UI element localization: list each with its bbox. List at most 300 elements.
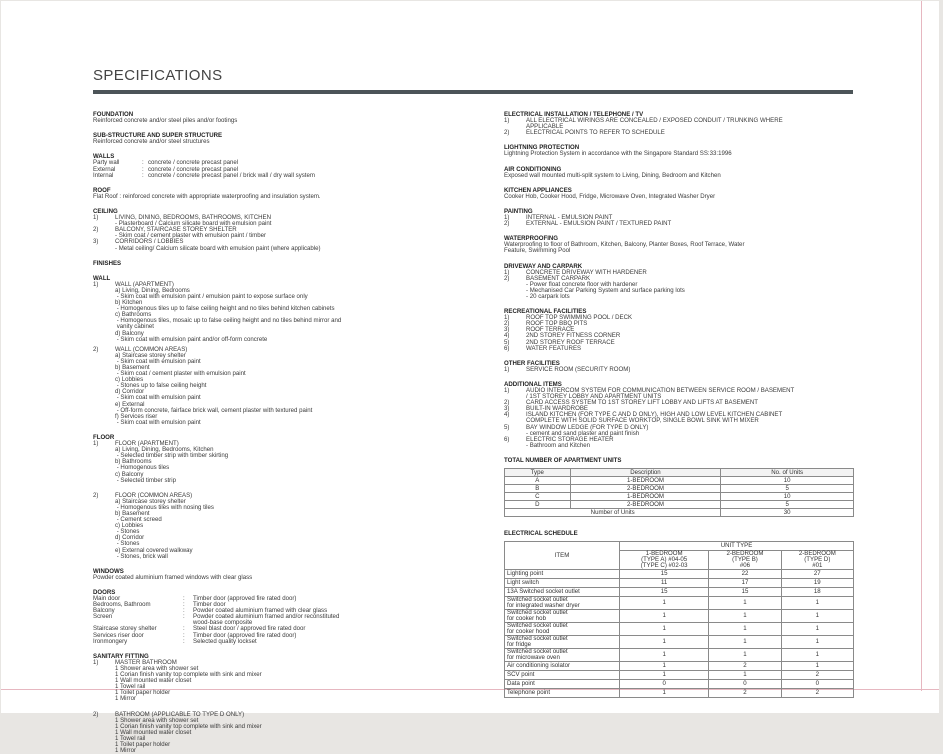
units-header-cell: Description (570, 469, 721, 477)
item-text: 2ND STOREY FITNESS CORNER (526, 332, 620, 339)
electrical-heading: ELECTRICAL INSTALLATION / TELEPHONE / TV (504, 112, 854, 118)
item-text: - Homogenous tiles with nosing tiles (115, 504, 214, 511)
item-number: 1) (504, 388, 526, 394)
substructure-heading: SUB-STRUCTURE AND SUPER STRUCTURE (93, 133, 483, 139)
spec-colon: : (183, 596, 193, 602)
schedule-item-line: Switched socket outlet (507, 623, 617, 629)
schedule-value-cell: 2 (709, 689, 781, 698)
schedule-value-cell: 1 (781, 662, 853, 671)
units-header-cell: No. of Units (721, 469, 854, 477)
item-text: WALL (COMMON AREAS) (115, 346, 187, 353)
units-heading: TOTAL NUMBER OF APARTMENT UNITS (504, 458, 854, 464)
item-number: 1) (93, 441, 115, 447)
item-text: b) Kitchen (115, 299, 142, 306)
schedule-value-cell: 1 (709, 623, 781, 636)
item-text: 1 Corian finish vanity top complete with sink and mixer (115, 723, 262, 730)
schedule-type-line: #01 (784, 563, 851, 569)
units-total-value: 30 (721, 509, 854, 517)
item-text: 1 Shower area with shower set (115, 665, 198, 672)
ceiling-heading: CEILING (93, 209, 483, 215)
spec-colon: : (183, 608, 193, 614)
units-header-row (505, 469, 854, 477)
spec-label: Ironmongery (93, 639, 183, 645)
item-text: BASEMENT CARPARK (526, 275, 590, 282)
substructure-text: Reinforced concrete and/or steel structures (93, 139, 483, 145)
schedule-type-cell (781, 551, 853, 570)
schedule-type-line: (TYPE C) #02-03 (622, 563, 706, 569)
item-number: 1) (93, 282, 115, 288)
schedule-item-line: Switched socket outlet (507, 636, 617, 642)
schedule-row (505, 671, 854, 680)
schedule-item-line: Air conditioning isolator (507, 663, 617, 669)
item-number: 2) (93, 347, 115, 353)
item-text: - Homogenous tiles up to false ceiling height and no tiles behind kitchen cabinets (115, 305, 335, 312)
schedule-value-cell: 27 (781, 570, 853, 579)
units-total-row (505, 509, 854, 517)
item-number: 1) (504, 118, 526, 124)
item-text: e) External covered walkway (115, 547, 193, 554)
spec-page (1, 1, 939, 713)
item-text: - Stones (115, 540, 139, 547)
wall-apartment-list (93, 282, 483, 343)
item-text: AUDIO INTERCOM SYSTEM FOR COMMUNICATION BETWEEN SERVICE ROOM / BASEMENT (526, 387, 794, 394)
spec-label: Staircase storey shelter (93, 626, 183, 632)
schedule-value-cell: 1 (620, 662, 709, 671)
item-text: d) Balcony (115, 330, 144, 337)
kitchen-heading: KITCHEN APPLIANCES (504, 188, 854, 194)
schedule-value-cell: 1 (620, 623, 709, 636)
item-text: BUILT-IN WARDROBE (526, 405, 588, 412)
aircon-heading: AIR CONDITIONING (504, 167, 854, 173)
spec-colon: : (183, 639, 193, 645)
item-number: 2) (93, 712, 115, 718)
schedule-type-cell (620, 551, 709, 570)
item-text: WATER FEATURES (526, 345, 581, 352)
waterproofing-heading: WATERPROOFING (504, 236, 854, 242)
schedule-value-cell: 19 (781, 579, 853, 588)
item-text: f) Services riser (115, 413, 157, 420)
waterproofing-line-2: Feature, Swimming Pool (504, 248, 854, 254)
item-text: c) Balcony (115, 471, 143, 478)
item-number: 4) (504, 333, 526, 339)
item-text: 2ND STOREY ROOF TERRACE (526, 339, 615, 346)
list-item (93, 748, 483, 754)
ceiling-list (93, 215, 483, 252)
spec-value: Timber door (193, 602, 226, 608)
schedule-item-header: ITEM (505, 542, 620, 570)
item-text: BAY WINDOW LEDGE (FOR TYPE D ONLY) (526, 424, 648, 431)
item-text: - Homogenous tiles, mosaic up to false ceiling height and no tiles behind mirror and (115, 317, 341, 324)
item-text: - Power float concrete floor with hardener (526, 281, 637, 288)
schedule-value-cell: 1 (709, 671, 781, 680)
item-text: 1 Toilet paper holder (115, 741, 170, 748)
item-text: - Skim coat with emulsion paint (115, 358, 201, 365)
units-cell: 1-BEDROOM (570, 493, 721, 501)
schedule-value-cell: 2 (781, 671, 853, 680)
item-text: - Selected timber strip (115, 477, 176, 484)
units-cell: 2-BEDROOM (570, 501, 721, 509)
units-cell: 5 (721, 485, 854, 493)
additional-list (504, 388, 854, 449)
spec-label: Party wall (93, 160, 142, 166)
item-text: FLOOR (COMMON AREAS) (115, 492, 192, 499)
item-text: - Skim coat with emulsion paint (115, 394, 201, 401)
schedule-item-line: Telephone point (507, 690, 617, 696)
item-number: 4) (504, 412, 526, 418)
item-text: 1 Wall mounted water closet (115, 677, 191, 684)
schedule-row (505, 649, 854, 662)
schedule-item-cell (505, 636, 620, 649)
item-text: - Skim coat with emulsion paint and/or off-form concrete (115, 336, 267, 343)
floor-apartment-list (93, 441, 483, 484)
schedule-row (505, 597, 854, 610)
item-text: - Stones, brick wall (115, 553, 168, 560)
lightning-text: Lightning Protection System in accordance with the Singapore Standard SS:33:1996 (504, 151, 854, 157)
schedule-row (505, 579, 854, 588)
units-cell: B (505, 485, 571, 493)
schedule-value-cell: 1 (781, 649, 853, 662)
schedule-heading: ELECTRICAL SCHEDULE (504, 531, 854, 537)
recreational-heading: RECREATIONAL FACILITIES (504, 309, 854, 315)
spec-value: Steel blast door / approved fire rated door (193, 626, 305, 632)
item-number: 1) (504, 215, 526, 221)
item-number: 3) (504, 406, 526, 412)
item-number: 1) (504, 367, 526, 373)
spec-colon: : (183, 614, 193, 620)
schedule-value-cell: 1 (620, 597, 709, 610)
schedule-type-cell (709, 551, 781, 570)
spec-colon: : (142, 167, 148, 173)
schedule-row (505, 662, 854, 671)
painting-list (504, 215, 854, 227)
schedule-value-cell: 0 (620, 680, 709, 689)
item-text: INTERNAL - EMULSION PAINT (526, 214, 612, 221)
spec-colon: : (183, 633, 193, 639)
spec-colon: : (142, 173, 148, 179)
item-text: 1 Wall mounted water closet (115, 729, 191, 736)
item-number: 2) (93, 493, 115, 499)
schedule-value-cell: 2 (709, 662, 781, 671)
item-text: d) Corridor (115, 388, 144, 395)
item-text: SERVICE ROOM (SECURITY ROOM) (526, 366, 630, 373)
schedule-type-line: (TYPE B) (711, 557, 778, 563)
item-number: 3) (93, 239, 115, 245)
page-title: SPECIFICATIONS (93, 67, 223, 84)
item-text: FLOOR (APARTMENT) (115, 440, 179, 447)
schedule-value-cell: 15 (620, 588, 709, 597)
item-number: 6) (504, 346, 526, 352)
schedule-item-line: Light switch (507, 580, 617, 586)
units-row (505, 485, 854, 493)
item-text: 1 Toilet paper holder (115, 689, 170, 696)
units-cell: D (505, 501, 571, 509)
spec-value: Timber door (approved fire rated door) (193, 633, 296, 639)
item-text: b) Bathrooms (115, 458, 152, 465)
doors-list (93, 596, 483, 645)
schedule-type-line: 2-BEDROOM (711, 551, 778, 557)
item-text: - Skim coat / cement plaster with emulsion paint / timber (115, 232, 266, 239)
units-cell: 2-BEDROOM (570, 485, 721, 493)
spec-label: Services riser door (93, 633, 183, 639)
left-column (93, 112, 483, 754)
item-text: a) Staircase storey shelter (115, 498, 186, 505)
schedule-value-cell: 18 (781, 588, 853, 597)
schedule-item-line: for microwave oven (507, 655, 617, 661)
item-number: 5) (504, 425, 526, 431)
spec-colon: : (142, 160, 148, 166)
spec-value: Selected quality lockset (193, 639, 257, 645)
item-text: COMPLETE WITH SOLID SURFACE WORKTOP, SINGLE BOWL SINK WITH MIXER (526, 417, 759, 424)
schedule-value-cell: 1 (620, 649, 709, 662)
schedule-item-cell (505, 597, 620, 610)
schedule-item-line: Switched socket outlet (507, 597, 617, 603)
schedule-item-line: for cooker hood (507, 629, 617, 635)
schedule-row (505, 570, 854, 579)
units-cell: 10 (721, 477, 854, 485)
item-number: 1) (93, 660, 115, 666)
electrical-list (504, 118, 854, 136)
title-rule (93, 90, 853, 94)
painting-heading: PAINTING (504, 209, 854, 215)
schedule-item-line: for integrated washer dryer (507, 603, 617, 609)
schedule-value-cell: 0 (781, 680, 853, 689)
item-text: - Stones up to false ceiling height (115, 382, 206, 389)
item-number: 3) (504, 327, 526, 333)
item-text: - Plasterboard / Calcium silicate board with emulsion paint (115, 220, 271, 227)
schedule-value-cell: 0 (709, 680, 781, 689)
schedule-item-line: SCV point (507, 672, 617, 678)
schedule-item-line: Switched socket outlet (507, 610, 617, 616)
spec-value: Powder coated aluminium framed and/or reconstituted (193, 614, 339, 620)
spec-value: concrete / concrete precast panel / brick wall / dry wall system (148, 173, 315, 179)
master-bathroom-list (93, 660, 483, 703)
units-row (505, 477, 854, 485)
units-cell: A (505, 477, 571, 485)
item-text: - Off-form concrete, fairface brick wall, cement plaster with textured paint (115, 407, 312, 414)
item-text: e) External (115, 401, 144, 408)
item-text: MASTER BATHROOM (115, 659, 177, 666)
spec-label: Bedrooms, Bathroom (93, 602, 183, 608)
spec-value: concrete / concrete precast panel (148, 167, 238, 173)
item-text: ROOF TOP SWIMMING POOL / DECK (526, 314, 632, 321)
schedule-type-line: #06 (711, 563, 778, 569)
spec-label: Screen (93, 614, 183, 620)
units-cell: C (505, 493, 571, 501)
units-cell: 10 (721, 493, 854, 501)
schedule-type-line: 2-BEDROOM (784, 551, 851, 557)
item-text: BALCONY, STAIRCASE STOREY SHELTER (115, 226, 237, 233)
schedule-item-cell (505, 662, 620, 671)
schedule-item-line: for cooker hob (507, 616, 617, 622)
spec-value: wood-base composite (193, 620, 252, 626)
spec-value: Timber door (approved fire rated door) (193, 596, 296, 602)
item-text: vanity cabinet (115, 323, 154, 330)
item-text: ROOF TERRACE (526, 326, 574, 333)
item-text: 1 Towel rail (115, 683, 145, 690)
spec-label: Internal (93, 173, 142, 179)
item-text: APPLICABLE (526, 123, 563, 130)
doors-heading: DOORS (93, 590, 483, 596)
schedule-item-cell (505, 623, 620, 636)
additional-heading: ADDITIONAL ITEMS (504, 382, 854, 388)
schedule-row (505, 680, 854, 689)
item-text: - Metal ceiling/ Calcium silicate board with emulsion paint (where applicable) (115, 245, 321, 252)
schedule-value-cell: 15 (620, 570, 709, 579)
spec-value: Powder coated aluminium framed with clear glass (193, 608, 327, 614)
item-text: - Cement screed (115, 516, 162, 523)
schedule-value-cell: 22 (709, 570, 781, 579)
lightning-heading: LIGHTNING PROTECTION (504, 145, 854, 151)
sanitary-heading: SANITARY FITTING (93, 654, 483, 660)
roof-heading: ROOF (93, 188, 483, 194)
windows-text: Powder coated aluminium framed windows with clear glass (93, 575, 483, 581)
item-text: CORRIDORS / LOBBIES (115, 238, 183, 245)
item-text: ROOF TOP BBQ PITS (526, 320, 587, 327)
item-text: - Skim coat with emulsion paint / emulsion paint to expose surface only (115, 293, 308, 300)
walls-list (93, 160, 483, 178)
item-text: c) Lobbies (115, 376, 143, 383)
schedule-item-line: Data point (507, 681, 617, 687)
schedule-value-cell: 2 (781, 689, 853, 698)
item-text: - Bathroom and Kitchen (526, 442, 590, 449)
schedule-item-line: Switched socket outlet (507, 649, 617, 655)
schedule-value-cell: 1 (709, 636, 781, 649)
units-header-cell: Type (505, 469, 571, 477)
item-number: 2) (504, 276, 526, 282)
item-text: 1 Mirror (115, 695, 136, 702)
item-text: CONCRETE DRIVEWAY WITH HARDENER (526, 269, 647, 276)
item-number: 2) (504, 221, 526, 227)
finishes-heading: FINISHES (93, 261, 483, 267)
schedule-row (505, 623, 854, 636)
item-text: 1 Corian finish vanity top complete with sink and mixer (115, 671, 262, 678)
schedule-item-cell (505, 570, 620, 579)
schedule-item-cell (505, 689, 620, 698)
schedule-row (505, 610, 854, 623)
schedule-item-line: Lighting point (507, 571, 617, 577)
schedule-item-cell (505, 610, 620, 623)
recreational-list (504, 315, 854, 352)
spec-colon: : (183, 626, 193, 632)
schedule-row (505, 636, 854, 649)
roof-text: Flat Roof : reinforced concrete with appropriate waterproofing and insulation system. (93, 194, 483, 200)
right-column (504, 112, 854, 698)
schedule-value-cell: 1 (620, 610, 709, 623)
other-heading: OTHER FACILITIES (504, 361, 854, 367)
item-number: 2) (93, 227, 115, 233)
spec-value: concrete / concrete precast panel (148, 160, 238, 166)
schedule-item-cell (505, 579, 620, 588)
item-text: BATHROOM (APPLICABLE TO TYPE D ONLY) (115, 711, 244, 718)
item-text: EXTERNAL - EMULSION PAINT / TEXTURED PAINT (526, 220, 671, 227)
schedule-row (505, 689, 854, 698)
schedule-value-cell: 1 (781, 597, 853, 610)
item-text: 1 Mirror (115, 747, 136, 754)
item-text: - Skim coat / cement plaster with emulsion paint (115, 370, 246, 377)
item-number: 2) (504, 321, 526, 327)
schedule-value-cell: 1 (781, 610, 853, 623)
item-text: LIVING, DINING, BEDROOMS, BATHROOMS, KITCHEN (115, 214, 271, 221)
item-number: 5) (504, 340, 526, 346)
schedule-item-cell (505, 649, 620, 662)
item-text: d) Corridor (115, 534, 144, 541)
schedule-value-cell: 1 (620, 671, 709, 680)
item-text: 1 Towel rail (115, 735, 145, 742)
item-number: 1) (93, 215, 115, 221)
schedule-item-line: 13A Switched socket outlet (507, 589, 617, 595)
spec-colon: : (183, 602, 193, 608)
walls-heading: WALLS (93, 154, 483, 160)
schedule-item-cell (505, 671, 620, 680)
schedule-type-line: (TYPE D) (784, 557, 851, 563)
item-text: c) Lobbies (115, 522, 143, 529)
schedule-value-cell: 1 (781, 636, 853, 649)
item-text: - 20 carpark lots (526, 293, 570, 300)
schedule-item-line: for fridge (507, 642, 617, 648)
floor-common-list (93, 493, 483, 560)
units-table (504, 468, 854, 517)
item-text: a) Staircase storey shelter (115, 352, 186, 359)
aircon-text: Exposed wall mounted multi-split system to Living, Dining, Bedroom and Kitchen (504, 173, 854, 179)
item-text: - Selected timber strip with timber skirting (115, 452, 228, 459)
units-total-label: Number of Units (505, 509, 721, 517)
item-text: c) Bathrooms (115, 311, 151, 318)
spec-label: Balcony (93, 608, 183, 614)
item-number: 1) (504, 315, 526, 321)
bathroom-list (93, 712, 483, 754)
item-number: 2) (504, 400, 526, 406)
item-text: - Homogenous tiles (115, 464, 169, 471)
item-text: - Skim coat with emulsion paint (115, 419, 201, 426)
schedule-value-cell: 11 (620, 579, 709, 588)
kitchen-text: Cooker Hob, Cooker Hood, Fridge, Microwave Oven, Integrated Washer Dryer (504, 194, 854, 200)
wall-common-list (93, 347, 483, 426)
item-text: CARD ACCESS SYSTEM TO 1ST STOREY LIFT LOBBY AND LIFTS AT BASEMENT (526, 399, 758, 406)
schedule-unit-type-header: UNIT TYPE (620, 542, 854, 551)
page-edge-vertical (921, 1, 922, 691)
foundation-text: Reinforced concrete and/or steel piles and/or footings (93, 118, 483, 124)
item-text: b) Basement (115, 364, 150, 371)
item-text: WALL (APARTMENT) (115, 281, 174, 288)
schedule-value-cell: 1 (781, 623, 853, 636)
windows-heading: WINDOWS (93, 569, 483, 575)
units-cell: 1-BEDROOM (570, 477, 721, 485)
schedule-value-cell: 1 (709, 649, 781, 662)
schedule-value-cell: 1 (709, 597, 781, 610)
item-text: 1 Shower area with shower set (115, 717, 198, 724)
schedule-value-cell: 1 (620, 689, 709, 698)
item-text: - Stones (115, 528, 139, 535)
item-text: ISLAND KITCHEN (FOR TYPE C AND D ONLY), HIGH AND LOW LEVEL KITCHEN CABINET (526, 411, 782, 418)
schedule-value-cell: 17 (709, 579, 781, 588)
units-row (505, 493, 854, 501)
electrical-schedule-table (504, 541, 854, 698)
item-number: 2) (504, 130, 526, 136)
schedule-type-line: (TYPE A) #04-05 (622, 557, 706, 563)
floor-heading: FLOOR (93, 435, 483, 441)
spec-label: External (93, 167, 142, 173)
item-text: a) Living, Dining, Bedrooms (115, 287, 190, 294)
schedule-value-cell: 1 (620, 636, 709, 649)
item-number: 1) (504, 270, 526, 276)
schedule-value-cell: 15 (709, 588, 781, 597)
schedule-type-line: 1-BEDROOM (622, 551, 706, 557)
item-text: ELECTRIC STORAGE HEATER (526, 436, 613, 443)
spec-label: Main door (93, 596, 183, 602)
foundation-heading: FOUNDATION (93, 112, 483, 118)
item-text: - Mechanised Car Parking System and surface parking lots (526, 287, 685, 294)
item-text: - cement and sand plaster and paint finish (526, 430, 639, 437)
